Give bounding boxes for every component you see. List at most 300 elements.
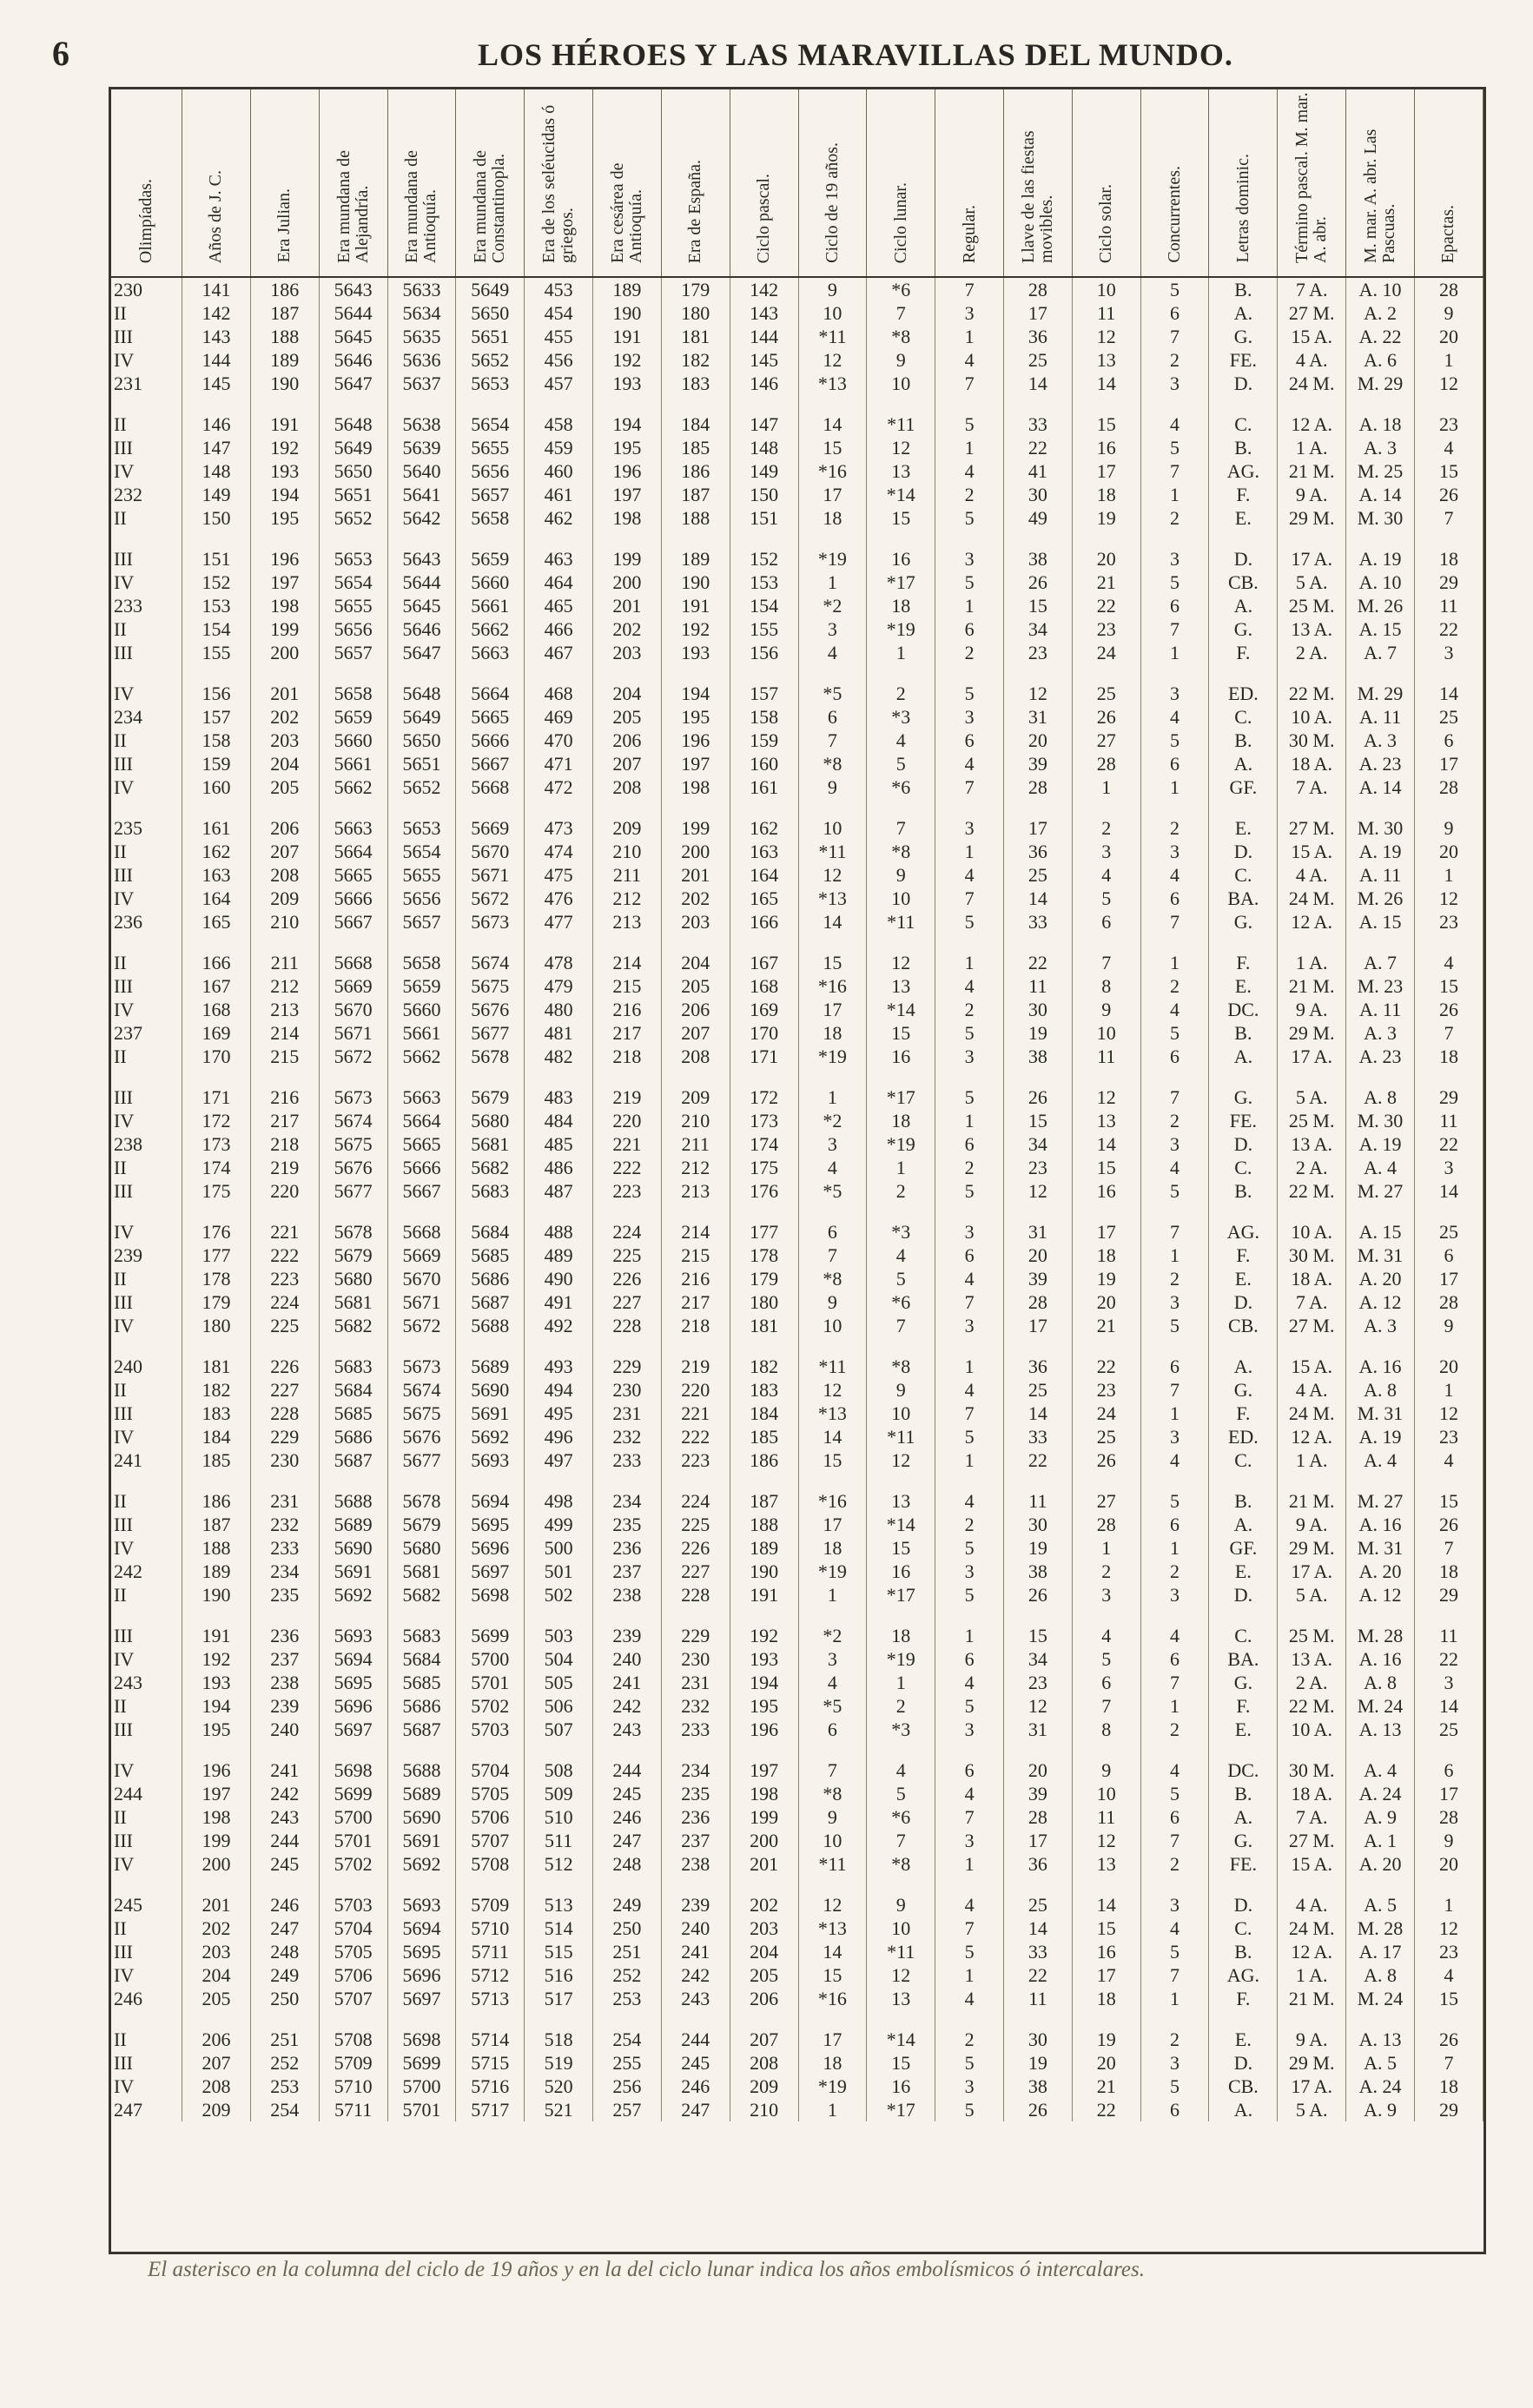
gap-cell <box>387 1606 456 1624</box>
table-cell: *19 <box>798 2075 867 2098</box>
table-cell: A. 13 <box>1346 1718 1415 1741</box>
table-cell: 20 <box>1003 1758 1072 1782</box>
table-cell: 28 <box>1003 277 1072 301</box>
table-cell: 5717 <box>456 2098 525 2121</box>
column-header-label: Concurrentes. <box>1165 166 1185 263</box>
table-cell: 6 <box>935 1647 1004 1671</box>
gap-cell <box>1072 1606 1140 1624</box>
table-cell: 10 <box>867 1917 935 1940</box>
table-cell: 6 <box>1140 752 1209 775</box>
table-cell: 493 <box>525 1355 593 1378</box>
table-cell: 204 <box>593 682 662 705</box>
table-cell: 210 <box>730 2098 798 2121</box>
table-cell: 171 <box>182 1085 251 1109</box>
table-cell: 213 <box>250 998 319 1021</box>
table-cell: 20 <box>1414 1355 1483 1378</box>
table-cell: D. <box>1209 1132 1278 1156</box>
table-cell: 5677 <box>456 1021 525 1045</box>
gap-cell <box>798 1203 867 1220</box>
table-cell: A. 19 <box>1346 1132 1415 1156</box>
table-cell: C. <box>1209 705 1278 729</box>
table-cell: II <box>111 617 182 641</box>
table-cell: IV <box>111 1220 182 1244</box>
gap-cell <box>935 1337 1004 1355</box>
table-cell: 180 <box>661 301 730 325</box>
table-cell: 455 <box>525 325 593 348</box>
table-cell: 205 <box>661 974 730 998</box>
table-cell: 5669 <box>456 816 525 840</box>
column-header-label: Epactas. <box>1438 204 1458 263</box>
table-cell: 202 <box>593 617 662 641</box>
gap-cell <box>1072 1337 1140 1355</box>
table-cell: 14 <box>798 910 867 934</box>
table-cell: 14 <box>1003 1402 1072 1425</box>
table-cell: 193 <box>182 1671 251 1694</box>
table-cell: 5656 <box>456 459 525 483</box>
table-cell: 5704 <box>319 1917 387 1940</box>
table-cell: 5647 <box>319 372 387 395</box>
table-cell: 5640 <box>387 459 456 483</box>
table-cell: 2 A. <box>1278 1671 1346 1694</box>
table-cell: 5715 <box>456 2051 525 2075</box>
table-cell: 27 M. <box>1278 816 1346 840</box>
table-cell: 208 <box>593 775 662 799</box>
table-cell: 152 <box>730 547 798 571</box>
table-cell: 5669 <box>319 974 387 998</box>
table-cell: 9 <box>867 1893 935 1917</box>
table-cell: 144 <box>182 348 251 372</box>
table-cell: 203 <box>182 1940 251 1963</box>
table-cell: 207 <box>182 2051 251 2075</box>
gap-cell <box>1003 664 1072 682</box>
column-header <box>387 89 456 277</box>
table-cell: 5691 <box>456 1402 525 1425</box>
table-cell: 30 M. <box>1278 729 1346 752</box>
table-cell: 203 <box>730 1917 798 1940</box>
table-cell: M. 24 <box>1346 1987 1415 2010</box>
table-cell: 4 <box>798 1671 867 1694</box>
table-cell: 512 <box>525 1852 593 1876</box>
gap-cell <box>319 395 387 412</box>
table-cell: 13 <box>867 1489 935 1513</box>
table-cell: BA. <box>1209 887 1278 910</box>
gap-cell <box>1003 799 1072 816</box>
gap-cell <box>1072 664 1140 682</box>
table-cell: 7 <box>1140 1671 1209 1694</box>
table-row <box>111 1536 1483 1560</box>
table-cell: 5653 <box>319 547 387 571</box>
table-cell: 15 <box>1414 459 1483 483</box>
table-cell: 5665 <box>387 1132 456 1156</box>
gap-cell <box>1072 530 1140 547</box>
gap-cell <box>525 395 593 412</box>
table-cell: 5659 <box>387 974 456 998</box>
table-cell: 244 <box>661 2028 730 2051</box>
table-cell: DC. <box>1209 998 1278 1021</box>
table-cell: III <box>111 2051 182 2075</box>
table-cell: 164 <box>182 887 251 910</box>
table-cell: 162 <box>182 840 251 863</box>
table-cell: 201 <box>661 863 730 887</box>
table-cell: III <box>111 752 182 775</box>
table-cell: 191 <box>182 1624 251 1647</box>
table-cell: 169 <box>182 1021 251 1045</box>
table-cell: 5705 <box>319 1940 387 1963</box>
table-cell: 13 A. <box>1278 1647 1346 1671</box>
table-cell: 204 <box>661 951 730 974</box>
table-cell: 461 <box>525 483 593 506</box>
table-cell: 199 <box>730 1805 798 1829</box>
table-cell: 213 <box>661 1179 730 1203</box>
table-cell: 2 <box>935 2028 1004 2051</box>
gap-cell <box>456 530 525 547</box>
table-cell: 5687 <box>387 1718 456 1741</box>
gap-cell <box>661 530 730 547</box>
table-cell: A. <box>1209 1355 1278 1378</box>
table-cell: 24 <box>1072 1402 1140 1425</box>
table-cell: 5672 <box>456 887 525 910</box>
table-cell: *8 <box>798 1267 867 1290</box>
table-cell: A. 24 <box>1346 1782 1415 1805</box>
table-cell: 26 <box>1003 2098 1072 2121</box>
table-cell: 2 <box>935 1513 1004 1536</box>
table-cell: 203 <box>250 729 319 752</box>
table-cell: GF. <box>1209 1536 1278 1560</box>
table-cell: 15 <box>867 506 935 530</box>
table-cell: 4 <box>935 863 1004 887</box>
table-cell: 25 M. <box>1278 594 1346 617</box>
table-cell: 27 <box>1072 1489 1140 1513</box>
table-cell: 191 <box>250 412 319 436</box>
table-cell: III <box>111 1624 182 1647</box>
gap-cell <box>387 530 456 547</box>
table-cell: 3 <box>935 1220 1004 1244</box>
table-cell: 17 <box>1414 1782 1483 1805</box>
row-gap <box>111 1876 1483 1893</box>
table-row <box>111 1132 1483 1156</box>
table-cell: 192 <box>661 617 730 641</box>
column-header <box>867 89 935 277</box>
table-cell: 197 <box>593 483 662 506</box>
table-cell: 5705 <box>456 1782 525 1805</box>
table-cell: 518 <box>525 2028 593 2051</box>
table-cell: 22 M. <box>1278 1694 1346 1718</box>
table-cell: 4 <box>867 1244 935 1267</box>
table-cell: 5703 <box>456 1718 525 1741</box>
table-cell: 25 <box>1003 1378 1072 1402</box>
table-cell: 25 <box>1003 348 1072 372</box>
table-cell: 222 <box>593 1156 662 1179</box>
table-cell: 143 <box>182 325 251 348</box>
gap-cell <box>387 664 456 682</box>
table-cell: 1 <box>1140 1536 1209 1560</box>
table-cell: 4 <box>935 1267 1004 1290</box>
table-cell: 198 <box>250 594 319 617</box>
table-cell: 153 <box>182 594 251 617</box>
table-cell: 200 <box>182 1852 251 1876</box>
table-cell: *16 <box>798 459 867 483</box>
gap-cell <box>1414 1472 1483 1489</box>
gap-cell <box>1209 1068 1278 1085</box>
table-cell: 256 <box>593 2075 662 2098</box>
table-cell: 242 <box>593 1694 662 1718</box>
table-cell: 5696 <box>387 1963 456 1987</box>
gap-cell <box>1414 1337 1483 1355</box>
table-row <box>111 1694 1483 1718</box>
gap-cell <box>319 1068 387 1085</box>
table-cell: 255 <box>593 2051 662 2075</box>
table-cell: IV <box>111 1425 182 1448</box>
table-cell: AG. <box>1209 1220 1278 1244</box>
table-cell: 163 <box>182 863 251 887</box>
table-cell: 199 <box>250 617 319 641</box>
table-cell: B. <box>1209 436 1278 459</box>
column-header-label: Era mundana de Antioquía. <box>402 150 440 263</box>
gap-cell <box>250 799 319 816</box>
table-cell: 17 <box>798 998 867 1021</box>
gap-cell <box>182 1606 251 1624</box>
table-cell: G. <box>1209 617 1278 641</box>
table-cell: 1 <box>1414 863 1483 887</box>
gap-cell <box>387 1203 456 1220</box>
table-cell: 5663 <box>387 1085 456 1109</box>
table-cell: 1 <box>1072 775 1140 799</box>
table-cell: III <box>111 1829 182 1852</box>
table-row <box>111 1583 1483 1606</box>
table-cell: *17 <box>867 2098 935 2121</box>
table-cell: 230 <box>661 1647 730 1671</box>
table-cell: 5636 <box>387 348 456 372</box>
gap-cell <box>798 934 867 951</box>
table-cell: 156 <box>182 682 251 705</box>
table-row <box>111 506 1483 530</box>
table-cell: 13 A. <box>1278 617 1346 641</box>
table-cell: 22 <box>1072 594 1140 617</box>
table-cell: II <box>111 412 182 436</box>
table-cell: 12 A. <box>1278 1425 1346 1448</box>
table-cell: 226 <box>250 1355 319 1378</box>
table-cell: 25 <box>1003 1893 1072 1917</box>
table-cell: 454 <box>525 301 593 325</box>
table-cell: II <box>111 951 182 974</box>
table-cell: 15 <box>867 1536 935 1560</box>
table-row <box>111 372 1483 395</box>
column-header <box>1278 89 1346 277</box>
table-cell: 150 <box>730 483 798 506</box>
table-cell: 26 <box>1072 1448 1140 1472</box>
table-row <box>111 863 1483 887</box>
table-cell: 6 <box>1140 1513 1209 1536</box>
table-cell: 224 <box>593 1220 662 1244</box>
table-cell: 5682 <box>319 1314 387 1337</box>
table-cell: 157 <box>730 682 798 705</box>
table-cell: 4 <box>1140 1917 1209 1940</box>
column-header-label: Ciclo solar. <box>1096 183 1116 263</box>
table-cell: A. <box>1209 1045 1278 1068</box>
table-cell: 13 <box>867 974 935 998</box>
table-cell: 2 <box>935 998 1004 1021</box>
table-cell: *6 <box>867 775 935 799</box>
gap-cell <box>1072 1472 1140 1489</box>
table-cell: 27 M. <box>1278 1314 1346 1337</box>
table-row <box>111 1156 1483 1179</box>
table-cell: 10 <box>867 887 935 910</box>
table-cell: A. 3 <box>1346 1021 1415 1045</box>
table-cell: 2 <box>1140 1109 1209 1132</box>
table-cell: 18 <box>1072 1987 1140 2010</box>
table-cell: 5 <box>935 1940 1004 1963</box>
table-cell: M. 30 <box>1346 506 1415 530</box>
table-cell: 5 <box>935 1583 1004 1606</box>
table-cell: 5700 <box>387 2075 456 2098</box>
row-gap <box>111 1337 1483 1355</box>
table-cell: 203 <box>661 910 730 934</box>
table-cell: 453 <box>525 277 593 301</box>
table-cell: 5655 <box>319 594 387 617</box>
table-row <box>111 974 1483 998</box>
table-cell: 34 <box>1003 617 1072 641</box>
table-cell: 5673 <box>319 1085 387 1109</box>
table-cell: *2 <box>798 1109 867 1132</box>
table-cell: A. 4 <box>1346 1448 1415 1472</box>
table-cell: 148 <box>182 459 251 483</box>
table-cell: 19 <box>1003 1021 1072 1045</box>
table-cell: 3 <box>798 1132 867 1156</box>
table-cell: IV <box>111 775 182 799</box>
table-cell: 26 <box>1414 1513 1483 1536</box>
table-cell: 7 <box>1140 325 1209 348</box>
table-cell: 26 <box>1003 1085 1072 1109</box>
table-cell: 194 <box>250 483 319 506</box>
table-cell: 23 <box>1003 641 1072 664</box>
table-cell: 488 <box>525 1220 593 1244</box>
gap-cell <box>182 1068 251 1085</box>
table-cell: 209 <box>182 2098 251 2121</box>
table-cell: 191 <box>593 325 662 348</box>
table-cell: 185 <box>182 1448 251 1472</box>
table-cell: 5665 <box>319 863 387 887</box>
table-cell: 18 A. <box>1278 1782 1346 1805</box>
table-cell: 254 <box>593 2028 662 2051</box>
table-cell: 22 <box>1003 1448 1072 1472</box>
table-cell: 28 <box>1414 277 1483 301</box>
table-cell: 18 <box>798 1536 867 1560</box>
table-cell: III <box>111 325 182 348</box>
gap-cell <box>319 530 387 547</box>
column-header-label: Era cesárea de Antioquía. <box>607 162 645 263</box>
table-cell: 5653 <box>456 372 525 395</box>
table-cell: 4 <box>1414 1963 1483 1987</box>
table-cell: 17 A. <box>1278 1045 1346 1068</box>
table-cell: II <box>111 1045 182 1068</box>
table-cell: 190 <box>182 1583 251 1606</box>
gap-cell <box>935 1068 1004 1085</box>
table-cell: 14 <box>1414 1179 1483 1203</box>
table-cell: 152 <box>182 571 251 594</box>
table-cell: 197 <box>661 752 730 775</box>
gap-cell <box>593 1337 662 1355</box>
table-cell: 180 <box>730 1290 798 1314</box>
table-cell: 189 <box>250 348 319 372</box>
table-cell: 38 <box>1003 2075 1072 2098</box>
table-cell: 153 <box>730 571 798 594</box>
gap-cell <box>525 2010 593 2028</box>
table-cell: 459 <box>525 436 593 459</box>
table-cell: 5699 <box>319 1782 387 1805</box>
table-cell: 210 <box>250 910 319 934</box>
column-header <box>1140 89 1209 277</box>
table-cell: 5 <box>935 412 1004 436</box>
table-cell: 221 <box>661 1402 730 1425</box>
table-cell: 14 <box>1003 1917 1072 1940</box>
table-cell: M. 25 <box>1346 459 1415 483</box>
table-cell: M. 31 <box>1346 1536 1415 1560</box>
table-cell: 187 <box>182 1513 251 1536</box>
table-cell: 252 <box>593 1963 662 1987</box>
table-cell: 2 <box>1140 2028 1209 2051</box>
table-cell: 199 <box>593 547 662 571</box>
table-cell: 12 <box>1072 325 1140 348</box>
table-cell: II <box>111 1267 182 1290</box>
gap-cell <box>525 664 593 682</box>
table-cell: 4 <box>1072 863 1140 887</box>
table-cell: *14 <box>867 1513 935 1536</box>
table-cell: 231 <box>250 1489 319 1513</box>
gap-cell <box>387 1876 456 1893</box>
table-cell: 2 <box>1072 1560 1140 1583</box>
table-cell: 5706 <box>319 1963 387 1987</box>
gap-cell <box>867 1606 935 1624</box>
table-cell: 177 <box>182 1244 251 1267</box>
table-cell: 496 <box>525 1425 593 1448</box>
table-cell: 144 <box>730 325 798 348</box>
table-cell: 4 <box>935 1671 1004 1694</box>
table-cell: M. 23 <box>1346 974 1415 998</box>
table-cell: 20 <box>1072 2051 1140 2075</box>
table-cell: 173 <box>182 1132 251 1156</box>
table-cell: 1 <box>867 1671 935 1694</box>
table-cell: 236 <box>661 1805 730 1829</box>
gap-cell <box>661 1337 730 1355</box>
table-cell: 18 <box>867 1109 935 1132</box>
table-cell: 252 <box>250 2051 319 2075</box>
table-cell: A. 3 <box>1346 729 1415 752</box>
table-cell: 5690 <box>387 1805 456 1829</box>
table-cell: 34 <box>1003 1132 1072 1156</box>
table-cell: 17 <box>1414 752 1483 775</box>
gap-cell <box>1140 934 1209 951</box>
gap-cell <box>593 1203 662 1220</box>
row-gap <box>111 664 1483 682</box>
table-cell: 7 <box>867 1829 935 1852</box>
table-cell: 7 <box>1140 1220 1209 1244</box>
table-cell: 5 <box>935 682 1004 705</box>
table-cell: III <box>111 863 182 887</box>
table-cell: 28 <box>1072 752 1140 775</box>
table-cell: 519 <box>525 2051 593 2075</box>
table-cell: 1 <box>798 2098 867 2121</box>
gap-cell <box>1003 530 1072 547</box>
row-gap <box>111 1606 1483 1624</box>
table-cell: 229 <box>250 1425 319 1448</box>
column-header-label: Olimpíadas. <box>136 178 156 263</box>
table-cell: D. <box>1209 2051 1278 2075</box>
table-cell: 232 <box>593 1425 662 1448</box>
table-cell: 223 <box>250 1267 319 1290</box>
table-cell: 5694 <box>319 1647 387 1671</box>
table-cell: 15 A. <box>1278 325 1346 348</box>
table-cell: 204 <box>250 752 319 775</box>
